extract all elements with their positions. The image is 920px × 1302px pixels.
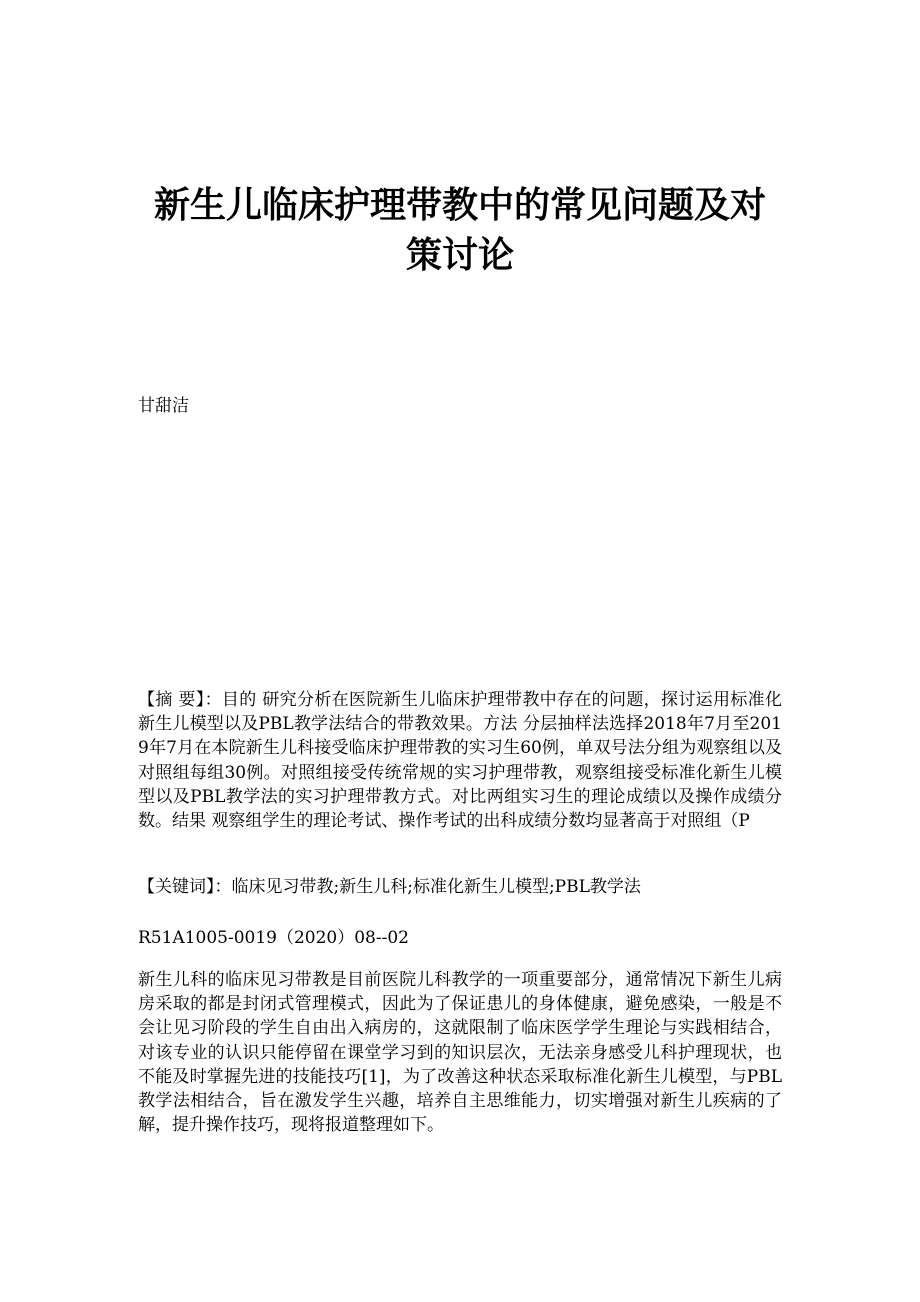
abstract-paragraph: 【摘 要】：目的 研究分析在医院新生儿临床护理带教中存在的问题，探讨运用标准化新生儿模型以及PBL教学法结合的带教效果。方法 分层抽样法选择2018年7月至2019年7月在本院新生儿科接受临床护理带教的实习生60例，单双号法分组为观察组以及对照组每组30例。对照组接受传统常规的实习护理带教，观察组接受标准化新生儿模型以及PBL教学法的实习护理带教方式。对比两组实习生的理论成绩以及操作成绩分数。结果 观察组学生的理论考试、操作考试的出科成绩分数均显著高于对照组（P (138, 690, 782, 832)
document-title: 新生儿临床护理带教中的常见问题及对策讨论 (153, 184, 766, 276)
body-paragraph: 新生儿科的临床见习带教是目前医院儿科教学的一项重要部分，通常情况下新生儿病房采取的都是封闭式管理模式，因此为了保证患儿的身体健康，避免感染，一般是不会让见习阶段的学生自由出入病房的，这就限制了临床医学学生理论与实践相结合，对该专业的认识只能停留在课堂学习到的知识层次，无法亲身感受儿科护理现状，也不能及时掌握先进的技能技巧[1]，为了改善这种状态采取标准化新生儿模型，与PBL教学法相结合，旨在激发学生兴趣，培养自主思维能力，切实增强对新生儿疾病的了解，提升操作技巧，现将报道整理如下。 (138, 970, 782, 1136)
classification-code: R51A1005-0019（2020）08--02 (138, 928, 409, 948)
author-name: 甘甜洁 (138, 396, 189, 416)
keywords-line: 【关键词】：临床见习带教;新生儿科;标准化新生儿模型;PBL教学法 (138, 877, 641, 897)
